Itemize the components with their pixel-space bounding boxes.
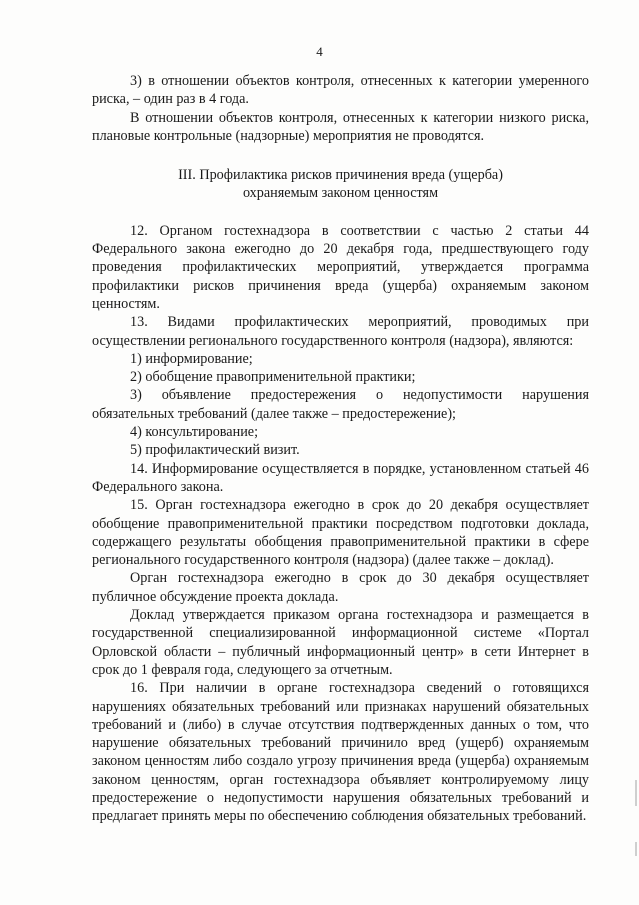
paragraph-15-discussion: Орган гостехнадзора ежегодно в срок до 30 декабря осуществляет публичное обсуждение проекта доклада. bbox=[92, 570, 589, 605]
section-heading-line1: III. Профилактика рисков причинения вреда (ущерба) bbox=[178, 167, 503, 184]
list-item-4: 4) консультирование; bbox=[130, 424, 259, 441]
paragraph-15-report: Доклад утверждается приказом органа гостехнадзора и размещается в государственной специализированной информационной системе «Портал Орловской области – публичный информационный центр» в сети Интернет в срок до 1 февраля года, следующего за отчетным. bbox=[92, 607, 589, 678]
list-item-5: 5) профилактический визит. bbox=[130, 442, 300, 459]
paragraph-16: 16. При наличии в органе гостехнадзора сведений о готовящихся нарушениях обязательных требований или признаках нарушений обязательных требований и (либо) в случае отсутствия подтвержденных данных о том, что нарушение обязательных требований причинило вред (ущерб) охраняемым законом ценностям либо создало угрозу причинения вреда (ущерба) охраняемым законом ценностям, орган гостехнадзора объявляет контролируемому лицу предостережение о недопустимости нарушения обязательных требований и предлагает принять меры по обеспечению соблюдения обязательных требований. bbox=[92, 680, 589, 825]
page-number: 4 bbox=[316, 44, 323, 59]
scan-edge-mark bbox=[635, 842, 637, 856]
paragraph-12: 12. Органом гостехнадзора в соответствии с частью 2 статьи 44 Федерального закона ежегодно до 20 декабря года, предшествующего году проведения профилактических мероприятий, утверждается программа профилактики рисков причинения вреда (ущерба) охраняемым законом ценностям. bbox=[92, 222, 589, 312]
paragraph-15: 15. Орган гостехнадзора ежегодно в срок до 20 декабря осуществляет обобщение правоприменительной практики посредством подготовки доклада, содержащего результаты обобщения правоприменительной практики в сфере регионального государственного контроля (надзора) (далее также – доклад). bbox=[92, 497, 589, 569]
paragraph-14: 14. Информирование осуществляется в порядке, установленном статьей 46 Федерального закона. bbox=[92, 460, 589, 495]
section-heading-line2: охраняемым законом ценностям bbox=[242, 185, 439, 202]
list-item-1: 1) информирование; bbox=[130, 350, 253, 367]
paragraph-13: 13. Видами профилактических мероприятий, проводимых при осуществлении регионального государственного контроля (надзора), являются: bbox=[92, 314, 589, 349]
list-item-3: 3) объявление предостережения о недопустимости нарушения обязательных требований (далее также – предостережение); bbox=[92, 387, 589, 422]
scan-edge-mark bbox=[635, 780, 637, 806]
document-body bbox=[92, 72, 589, 826]
paragraph-item-3: 3) в отношении объектов контроля, отнесенных к категории умеренного риска, – один раз в 4 года. bbox=[92, 73, 589, 108]
paragraph-low-risk: В отношении объектов контроля, отнесенных к категории низкого риска, плановые контрольные (надзорные) мероприятия не проводятся. bbox=[92, 109, 589, 144]
list-item-2: 2) обобщение правоприменительной практики; bbox=[130, 369, 416, 386]
section-heading bbox=[92, 166, 589, 203]
